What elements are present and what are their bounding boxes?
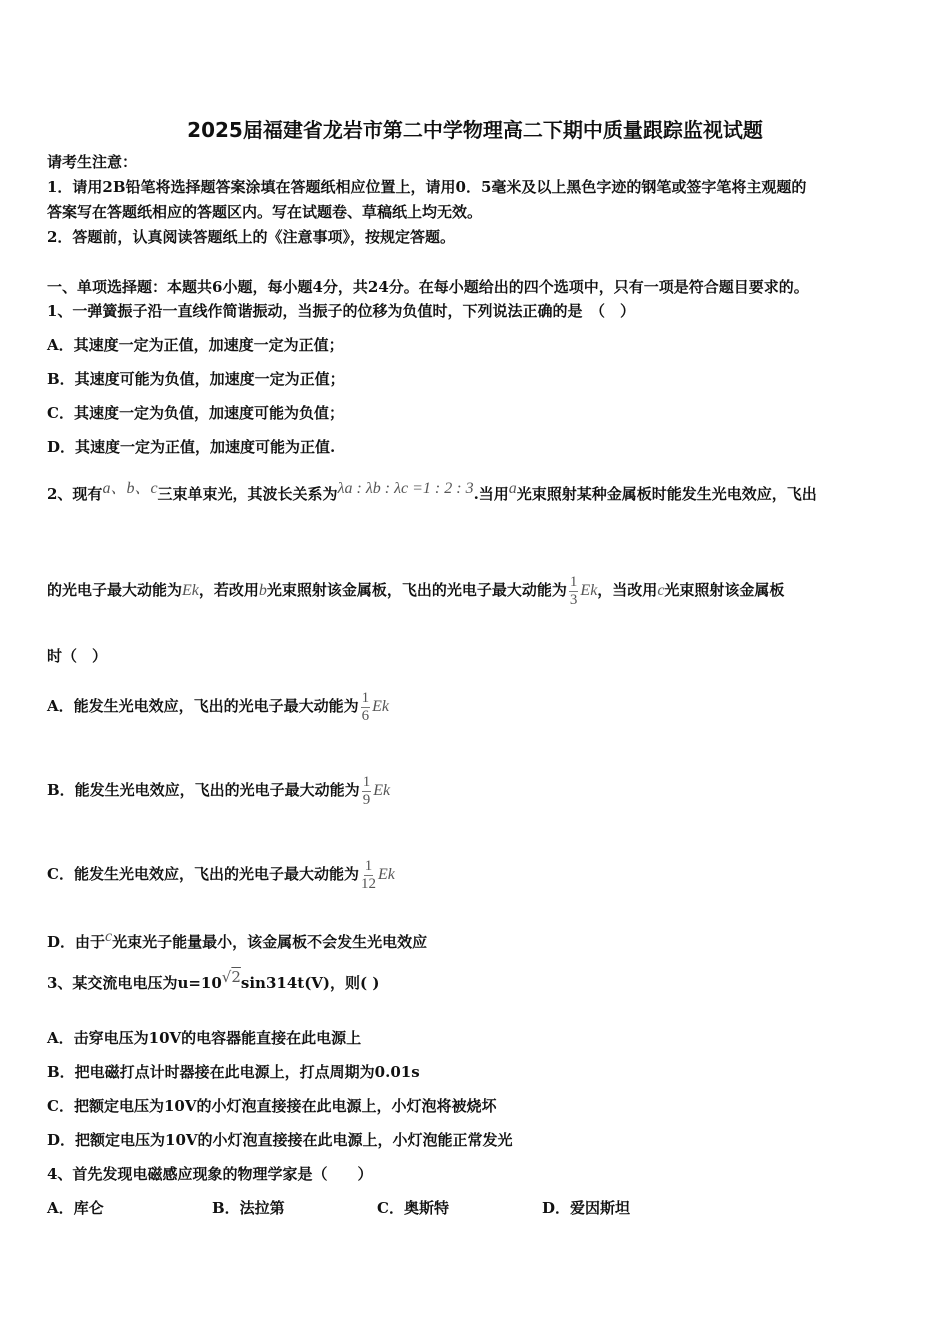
page-title: 2025届福建省龙岩市第二中学物理高二下期中质量跟踪监视试题 [187,118,763,142]
question-3-option-a: A．击穿电压为10V的电容器能直接在此电源上 [47,1029,362,1047]
q2-text: 三束单束光，其波长关系为 [157,485,338,503]
question-4-option-a: A．库仑 [47,1199,104,1217]
q2-text: .当用 [473,485,509,503]
question-1-stem: 1、一弹簧振子沿一直线作简谐振动，当振子的位移为负值时，下列说法正确的是 （ ） [47,302,635,320]
q2-text: 光束照射某种金属板时能发生光电效应，飞出 [516,485,817,503]
q2-var-c: c [657,582,665,599]
question-2-option-b: B．能发生光电效应，飞出的光电子最大动能为 $\frac{1}{9}$ Ek [47,773,391,808]
q2-wavelength-ratio: λa : λb : λc =1 : 2 : 3 [337,480,474,497]
question-1-option-d: D．其速度一定为正值，加速度可能为正值. [47,438,336,456]
q2-ek: Ek [373,782,391,799]
q2-text: ，当改用 [597,581,658,599]
fraction-one-third: $\frac{1}{3}$ [569,573,578,608]
sqrt-two: √2 [221,968,241,986]
question-2-option-c: C．能发生光电效应，飞出的光电子最大动能为 $\frac{1}{12}$ Ek [47,857,395,892]
question-2-line-1 [47,480,817,505]
q2-ek: Ek [182,582,199,599]
q2-ek: Ek [580,582,598,599]
question-4-options [47,1198,707,1218]
question-4-option-b: B．法拉第 [212,1199,285,1217]
question-1-option-a: A．其速度一定为正值，加速度一定为正值； [47,336,344,354]
question-2-line-3: 时（ ） [47,647,108,665]
question-4-option-d: D．爱因斯坦 [542,1199,631,1217]
question-3-option-c: C．把额定电压为10V的小灯泡直接接在此电源上，小灯泡将被烧坏 [47,1097,497,1115]
notice-heading: 请考生注意： [47,153,138,171]
fraction-one-sixth: $\frac{1}{6}$ [361,689,370,724]
notice-item-2: 2．答题前，认真阅读答题纸上的《注意事项》，按规定答题。 [47,228,455,246]
q2-text: 光束照射该金属板 [664,581,785,599]
notice-item-1a: 1．请用2B铅笔将选择题答案涂填在答题纸相应位置上，请用0．5毫米及以上黑色字迹的钢笔或签字笔将主观题的 [47,178,807,196]
q2-var-a: a [508,480,517,497]
question-4-option-c: C．奥斯特 [377,1199,449,1217]
fraction-one-ninth: $\frac{1}{9}$ [362,773,371,808]
question-1-option-b: B．其速度可能为负值，加速度一定为正值； [47,370,345,388]
question-3-option-b: B．把电磁打点计时器接在此电源上，打点周期为0.01s [47,1063,420,1081]
question-1-option-c: C．其速度一定为负值，加速度可能为负值； [47,404,344,422]
question-2-option-a: A．能发生光电效应，飞出的光电子最大动能为 $\frac{1}{6}$ Ek [47,689,390,724]
q2-text: ，若改用 [198,581,259,599]
q2-var-c: c [105,928,113,945]
question-2-option-d: D．由于c光束光子能量最小，该金属板不会发生光电效应 [47,928,428,951]
fraction-one-twelfth: $\frac{1}{12}$ [360,857,376,892]
notice-item-1b: 答案写在答题纸相应的答题区内。写在试题卷、草稿纸上均无效。 [47,203,483,221]
q2-ek: Ek [377,866,395,883]
q2-text: 的光电子最大动能为 [47,581,183,599]
q2-var-b: b [258,582,267,599]
question-4-stem: 4、首先发现电磁感应现象的物理学家是（ ） [47,1165,373,1183]
q2-text: 光束照射该金属板，飞出的光电子最大动能为 [266,581,567,599]
question-3-stem: 3、某交流电电压为u=10√2sin314t(V)，则( ) [47,968,380,992]
question-2-line-2 [47,570,784,611]
question-3-option-d: D．把额定电压为10V的小灯泡直接接在此电源上，小灯泡能正常发光 [47,1131,513,1149]
q2-vars-abc: a、b、c [102,480,158,497]
section-heading: 一、单项选择题：本题共6小题，每小题4分，共24分。在每小题给出的四个选项中，只有一项是符合题目要求的。 [47,278,809,296]
q2-text: 2、现有 [47,485,103,503]
q2-ek: Ek [372,698,390,715]
